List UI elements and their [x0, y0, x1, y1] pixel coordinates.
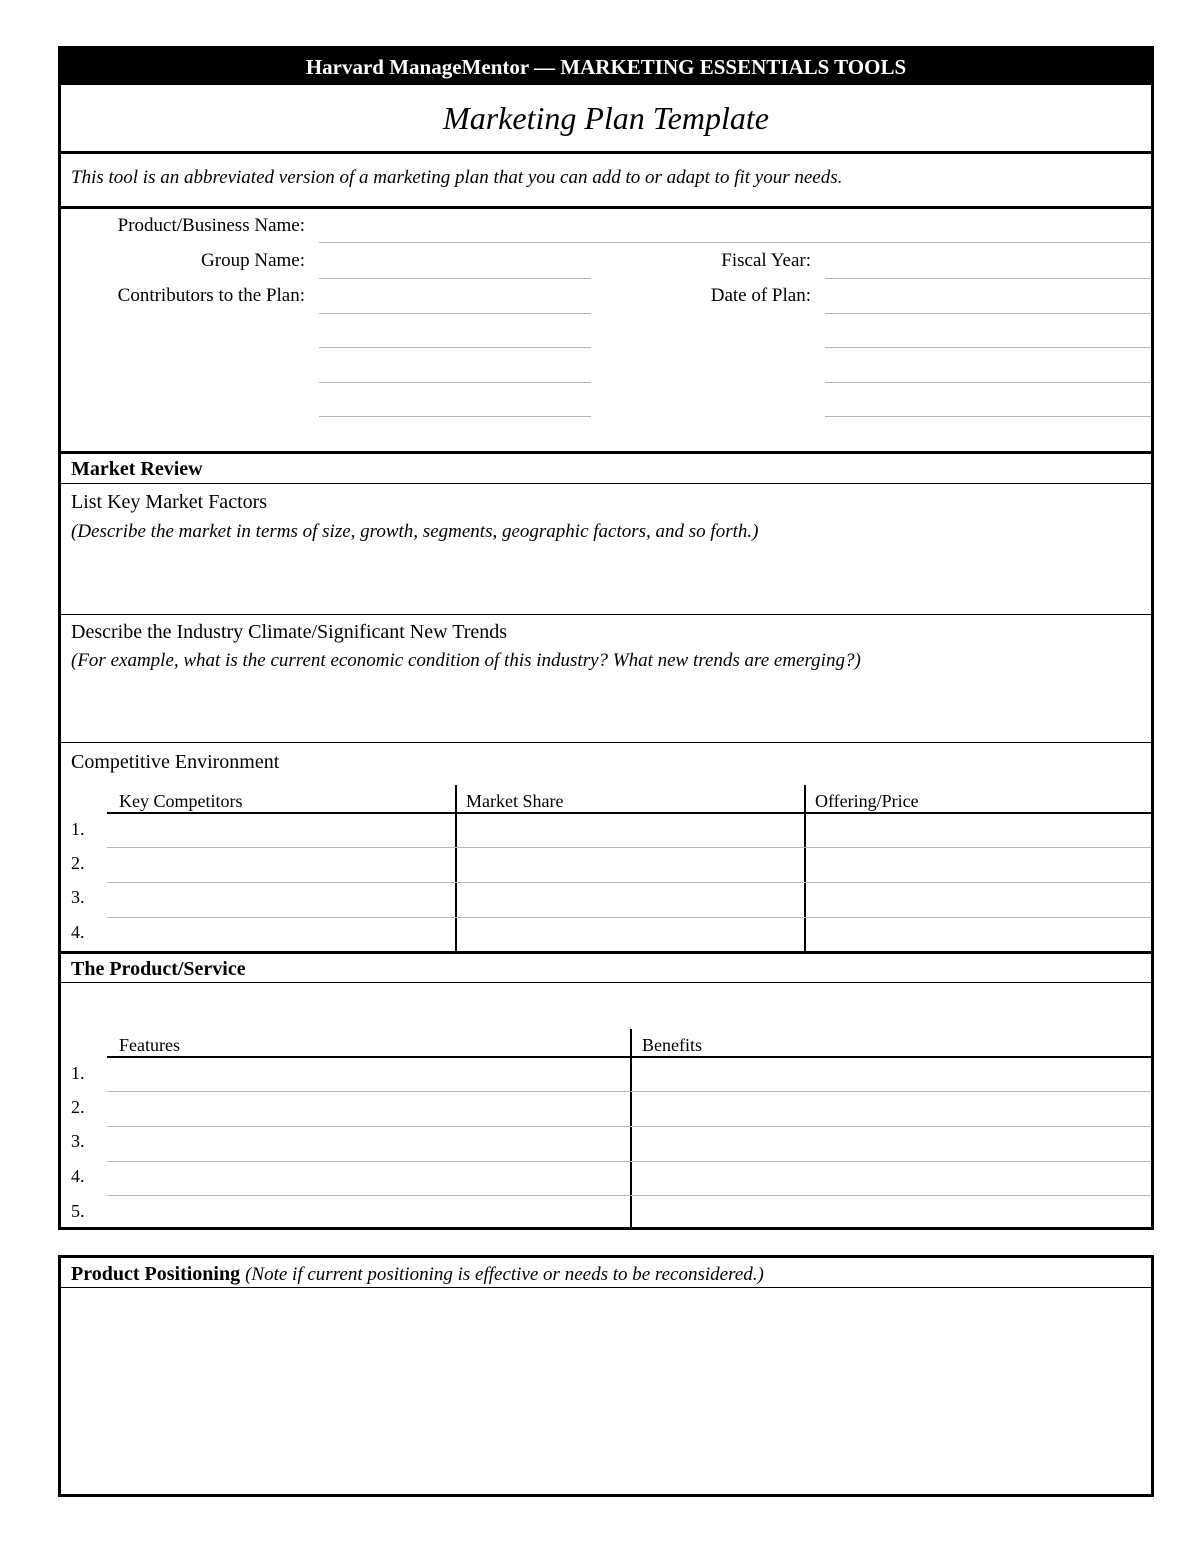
table-header-rule [107, 812, 1151, 814]
row-number: 2. [71, 1097, 85, 1117]
key-market-factors-label: List Key Market Factors [71, 491, 268, 513]
column-divider [455, 785, 457, 951]
divider [61, 614, 1151, 615]
date-of-plan-label: Date of Plan: [710, 285, 811, 306]
feature-row-line[interactable] [107, 1091, 1151, 1092]
product-name-field[interactable] [319, 242, 1151, 243]
feature-row-line[interactable] [107, 1126, 1151, 1127]
fiscal-year-label: Fiscal Year: [721, 250, 811, 271]
col-benefits: Benefits [642, 1035, 702, 1055]
col-offering-price: Offering/Price [815, 791, 919, 811]
column-divider [804, 785, 806, 951]
table-header-rule [107, 1056, 1151, 1058]
page-title: Marketing Plan Template [61, 85, 1151, 154]
product-service-heading: The Product/Service [71, 958, 246, 980]
group-name-field[interactable] [319, 278, 591, 279]
product-name-label: Product/Business Name: [117, 215, 305, 236]
row-number: 3. [71, 887, 85, 907]
competitive-environment-label: Competitive Environment [71, 751, 280, 773]
positioning-frame [58, 1255, 1154, 1497]
contributors-field[interactable] [319, 313, 591, 314]
divider [61, 742, 1151, 743]
column-divider [630, 1029, 632, 1230]
competitor-row-line[interactable] [107, 917, 1151, 918]
extra-field[interactable] [825, 347, 1151, 348]
col-key-competitors: Key Competitors [119, 791, 243, 811]
competitor-row-line[interactable] [107, 882, 1151, 883]
market-review-heading: Market Review [71, 458, 203, 480]
date-of-plan-field[interactable] [825, 313, 1151, 314]
row-number: 3. [71, 1131, 85, 1151]
contributors-label: Contributors to the Plan: [117, 285, 305, 306]
positioning-writing-area[interactable] [61, 1290, 1151, 1494]
feature-row-line[interactable] [107, 1195, 1151, 1196]
extra-field[interactable] [825, 416, 1151, 417]
positioning-hint: (Note if current positioning is effective or needs to be reconsidered.) [245, 1264, 764, 1285]
contributors-field[interactable] [319, 382, 591, 383]
row-number: 1. [71, 1063, 85, 1083]
divider [61, 951, 1151, 954]
row-number: 4. [71, 1166, 85, 1186]
col-market-share: Market Share [466, 791, 564, 811]
divider [61, 483, 1151, 484]
fiscal-year-field[interactable] [825, 278, 1151, 279]
divider [61, 206, 1151, 209]
contributors-field[interactable] [319, 416, 591, 417]
extra-field[interactable] [825, 382, 1151, 383]
competitor-row-line[interactable] [107, 847, 1151, 848]
row-number: 1. [71, 819, 85, 839]
contributors-field[interactable] [319, 347, 591, 348]
row-number: 5. [71, 1201, 85, 1221]
feature-row-line[interactable] [107, 1161, 1151, 1162]
col-features: Features [119, 1035, 180, 1055]
group-name-label: Group Name: [201, 250, 305, 271]
banner: Harvard ManageMentor — MARKETING ESSENTIALS TOOLS [61, 49, 1151, 85]
industry-climate-hint: (For example, what is the current economic condition of this industry? What new trends are emerging?) [71, 650, 861, 671]
form-frame [58, 46, 1154, 1230]
divider [61, 1287, 1151, 1288]
row-number: 2. [71, 853, 85, 873]
divider [61, 982, 1151, 983]
divider [61, 451, 1151, 454]
industry-climate-label: Describe the Industry Climate/Significant New Trends [71, 621, 508, 643]
positioning-heading-line [71, 1263, 764, 1286]
row-number: 4. [71, 922, 85, 942]
positioning-heading: Product Positioning [71, 1263, 241, 1285]
key-market-factors-hint: (Describe the market in terms of size, growth, segments, geographic factors, and so forth.) [71, 521, 759, 542]
intro-text: This tool is an abbreviated version of a marketing plan that you can add to or adapt to fit your needs. [71, 167, 843, 188]
